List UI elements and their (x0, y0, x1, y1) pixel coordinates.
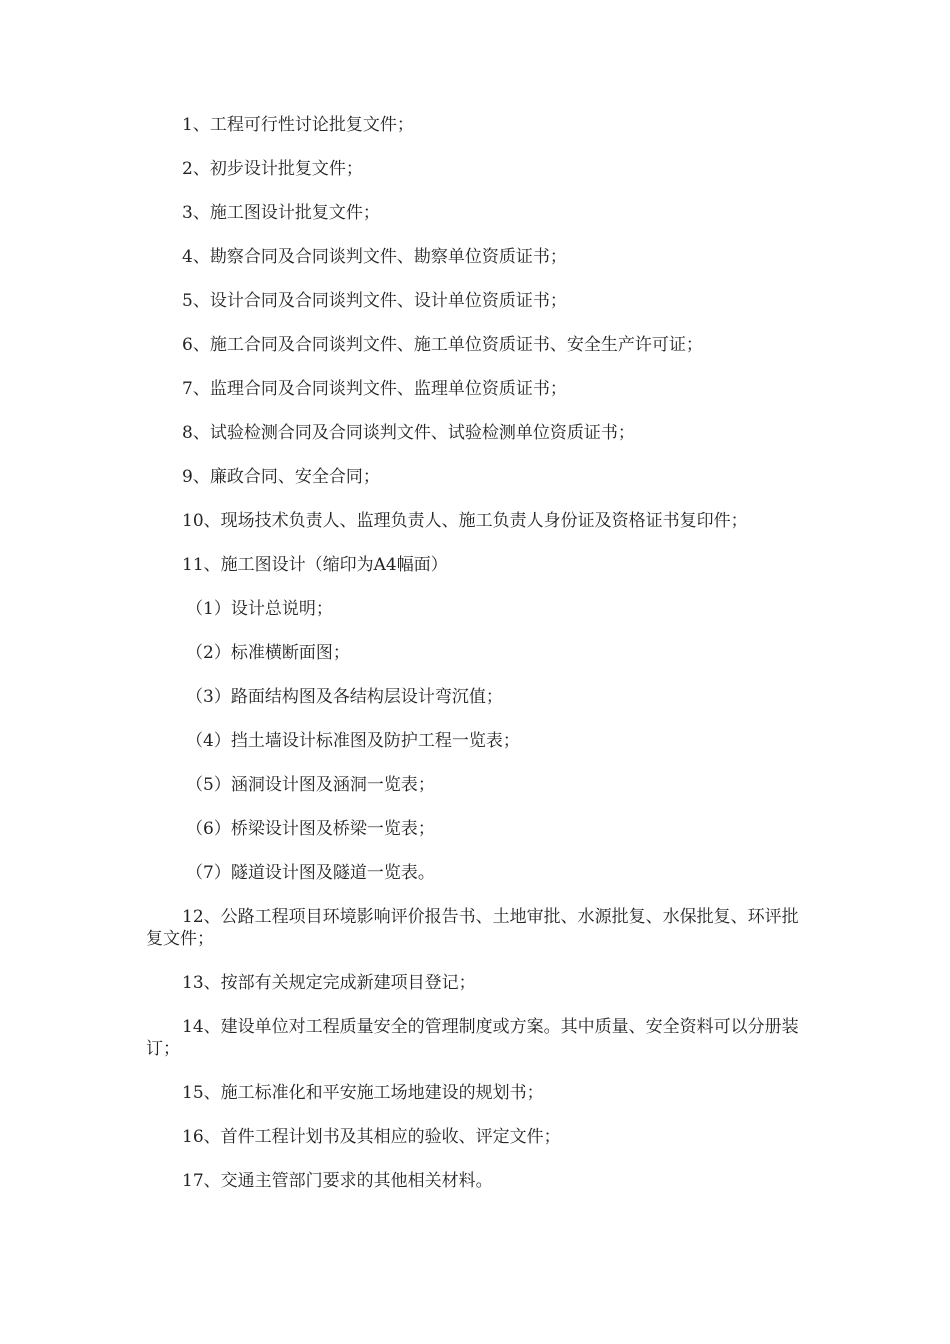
list-item-11: 11、施工图设计（缩印为A4幅面） (182, 555, 448, 575)
list-item-14: 14、建设单位对工程质量安全的管理制度或方案。其中质量、安全资料可以分册装订； (146, 1017, 799, 1059)
list-item-13: 13、按部有关规定完成新建项目登记； (182, 973, 476, 993)
list-item-17: 17、交通主管部门要求的其他相关材料。 (182, 1171, 493, 1191)
list-item-4: 4、勘察合同及合同谈判文件、勘察单位资质证书； (182, 247, 567, 267)
sub-item-4: （4）挡土墙设计标准图及防护工程一览表； (186, 731, 520, 751)
list-item-8: 8、试验检测合同及合同谈判文件、试验检测单位资质证书； (182, 423, 635, 443)
list-item-9: 9、廉政合同、安全合同； (182, 467, 380, 487)
document-body (146, 114, 800, 1214)
list-item-3: 3、施工图设计批复文件； (182, 203, 380, 223)
list-item-1: 1、工程可行性讨论批复文件； (182, 115, 414, 135)
list-item-16: 16、首件工程计划书及其相应的验收、评定文件； (182, 1127, 561, 1147)
list-item-7: 7、监理合同及合同谈判文件、监理单位资质证书； (182, 379, 567, 399)
sub-item-1: （1）设计总说明； (186, 599, 333, 619)
list-item-15: 15、施工标准化和平安施工场地建设的规划书； (182, 1083, 544, 1103)
list-item-2: 2、初步设计批复文件； (182, 159, 363, 179)
list-item-6: 6、施工合同及合同谈判文件、施工单位资质证书、安全生产许可证； (182, 335, 703, 355)
list-item-10: 10、现场技术负责人、监理负责人、施工负责人身份证及资格证书复印件； (182, 511, 748, 531)
sub-item-3: （3）路面结构图及各结构层设计弯沉值； (186, 687, 503, 707)
list-item-12: 12、公路工程项目环境影响评价报告书、土地审批、水源批复、水保批复、环评批复文件； (146, 907, 799, 949)
sub-item-7: （7）隧道设计图及隧道一览表。 (186, 863, 435, 883)
sub-item-5: （5）涵洞设计图及涵洞一览表； (186, 775, 435, 795)
sub-item-6: （6）桥梁设计图及桥梁一览表； (186, 819, 435, 839)
list-item-5: 5、设计合同及合同谈判文件、设计单位资质证书； (182, 291, 567, 311)
sub-item-2: （2）标准横断面图； (186, 643, 350, 663)
